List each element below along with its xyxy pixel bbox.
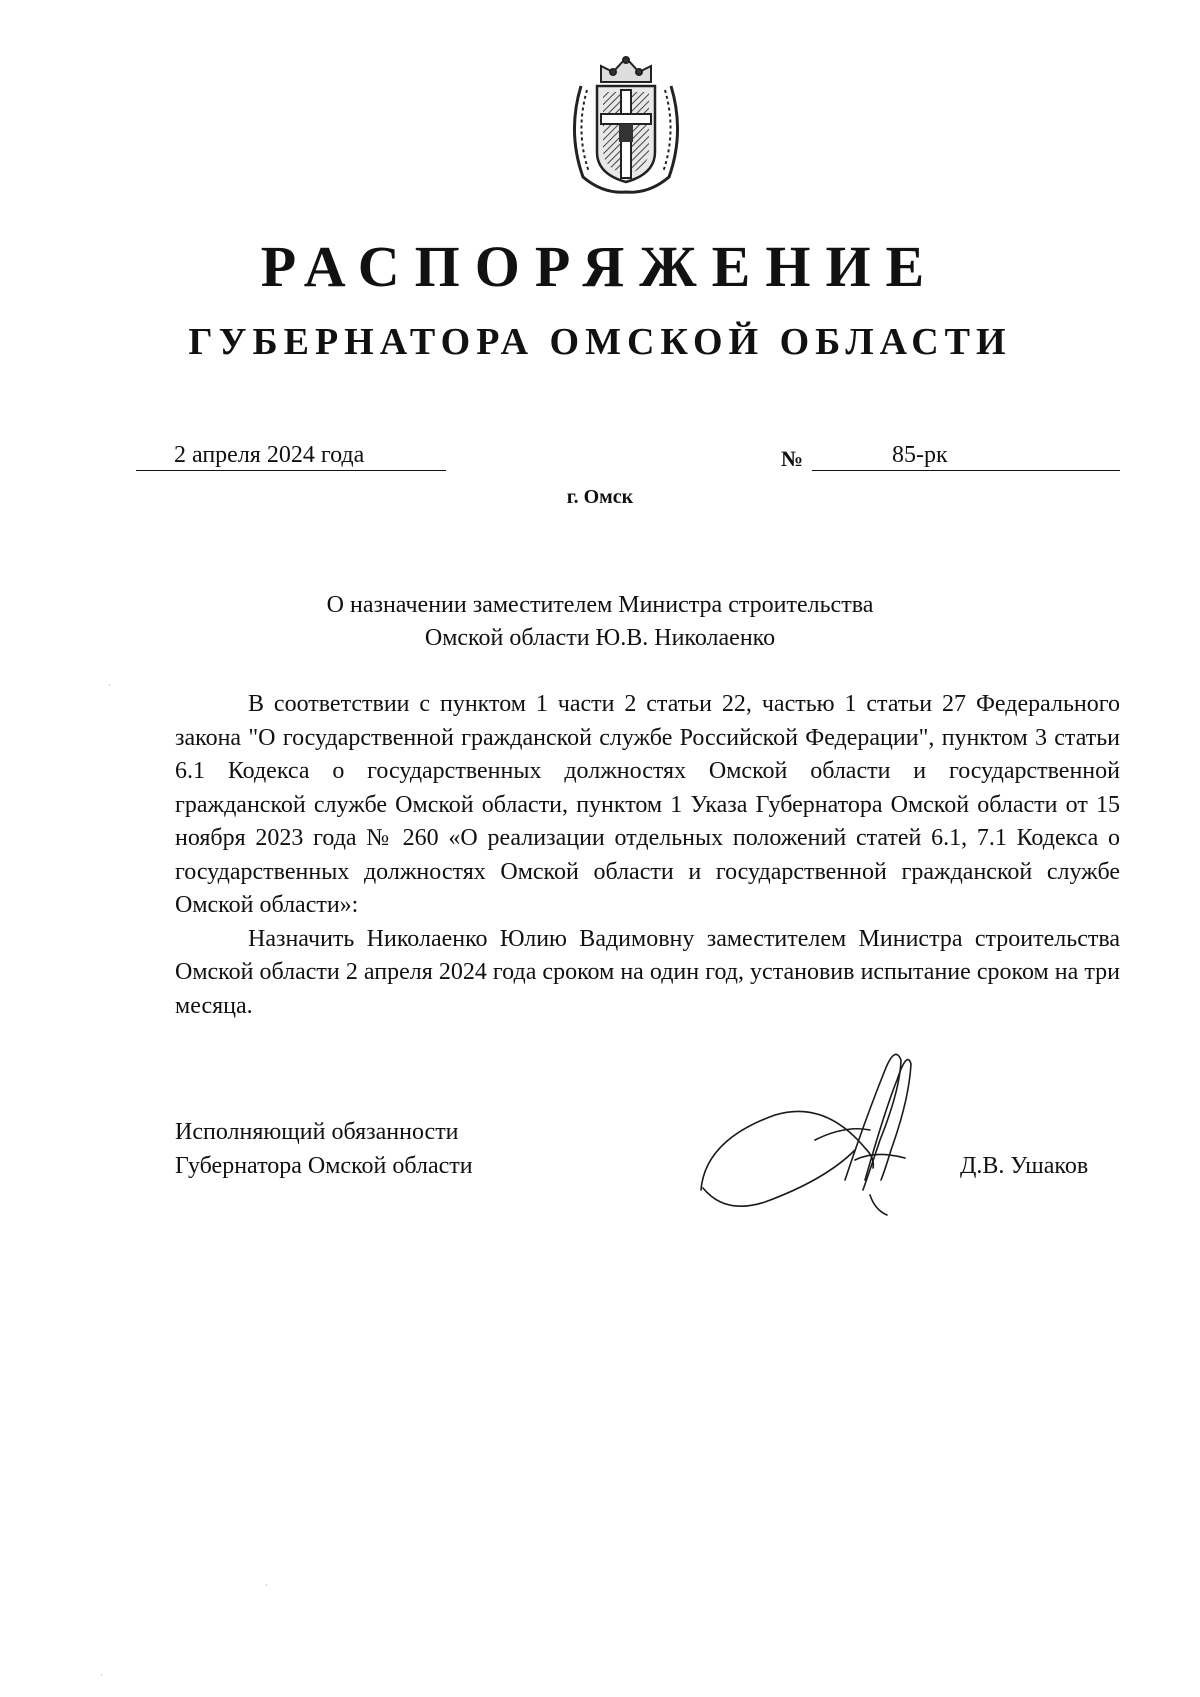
document-city: г. Омск [566, 486, 634, 508]
signatory-position [175, 1115, 473, 1183]
scan-speck: · [100, 1670, 103, 1680]
body-paragraph-2: Назначить Николаенко Юлию Вадимовну заместителем Министра строительства Омской области 2 апреля 2024 года сроком на один год, установив испытание сроком на три месяца. [175, 925, 1120, 1019]
document-body [175, 688, 1120, 1023]
coat-of-arms-emblem [563, 52, 689, 197]
body-paragraph-1: В соответствии с пунктом 1 части 2 статьи 22, частью 1 статьи 27 Федерального закона "О государственной гражданской службе Российской Федерации", пунктом 3 статьи 6.1 Кодекса о государственных должностях Омской области и государственной гражданской службе Омской области, пунктом 1 Указа Губернатора Омской области от 15 ноября 2023 года № 260 «О реализации отдельных положений статей 6.1, 7.1 Кодекса о государственных должностях Омской области и государственной гражданской службе Омской области»: [175, 691, 1120, 918]
number-sign: № [781, 446, 804, 471]
document-date: 2 апреля 2024 года [136, 440, 446, 471]
subject-line-2: Омской области Ю.В. Николаенко [424, 625, 776, 651]
signatory-name: Д.В. Ушаков [960, 1153, 1089, 1179]
signatory-position-line-2: Губернатора Омской области [175, 1153, 473, 1179]
document-title: РАСПОРЯЖЕНИЕ [260, 234, 940, 299]
signatory-position-line-1: Исполняющий обязанности [175, 1119, 459, 1145]
handwritten-signature [695, 1030, 995, 1230]
scan-speck: · [108, 680, 111, 690]
document-subtitle: ГУБЕРНАТОРА ОМСКОЙ ОБЛАСТИ [188, 321, 1012, 363]
document-number: 85-рк [812, 440, 1120, 471]
document-subject [200, 589, 1000, 655]
scan-speck: · [265, 1580, 268, 1590]
subject-line-1: О назначении заместителем Министра строительства [326, 592, 874, 618]
